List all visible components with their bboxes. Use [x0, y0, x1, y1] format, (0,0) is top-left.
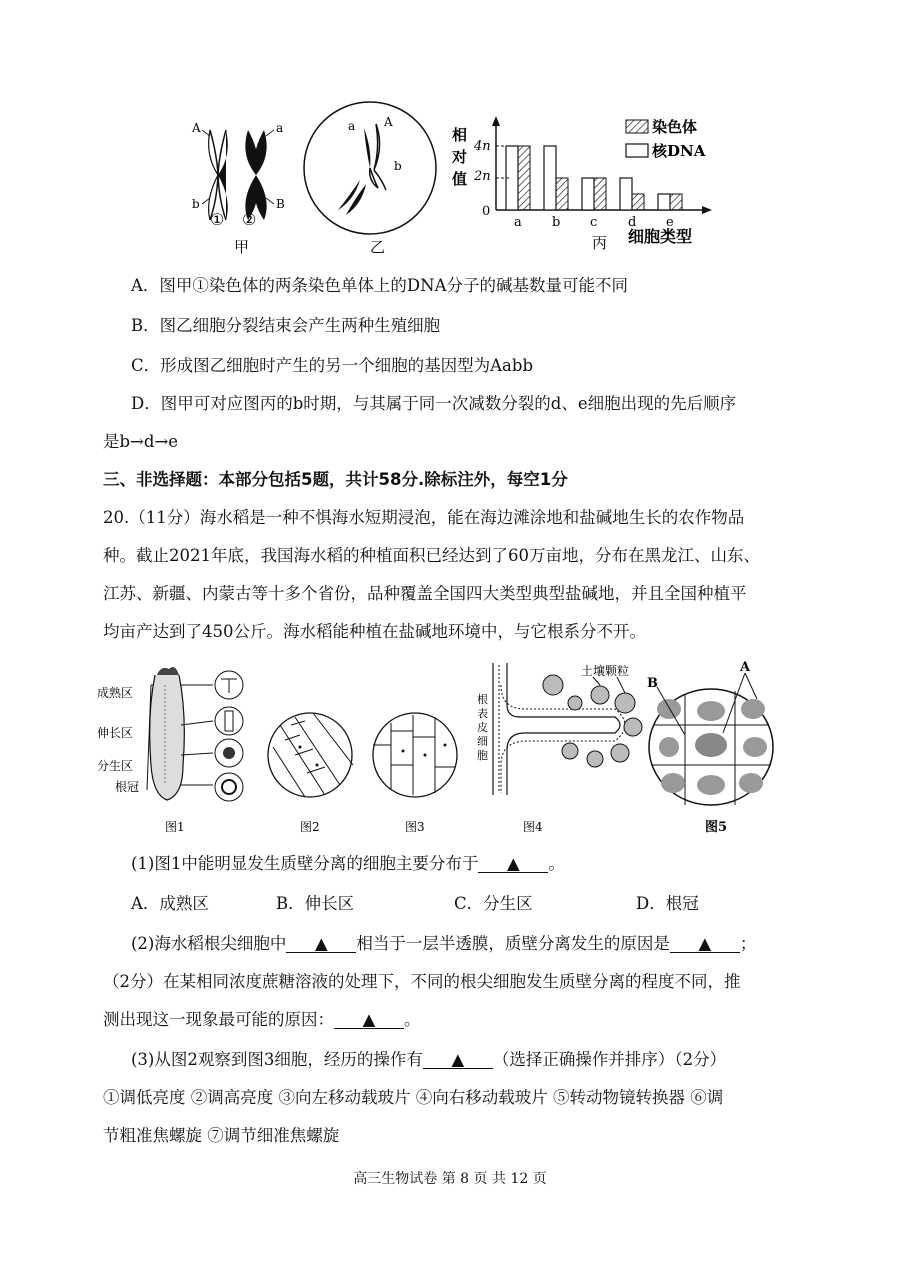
- bar-dna-d: [620, 178, 632, 210]
- svg-text:胞: 胞: [477, 749, 488, 762]
- svg-text:皮: 皮: [477, 721, 488, 734]
- svg-text:A: A: [384, 115, 393, 129]
- option-a: A．图甲①染色体的两条染色单体上的DNA分子的碱基数量可能不同: [131, 276, 628, 295]
- option-c: C．形成图乙细胞时产生的另一个细胞的基因型为Aabb: [131, 356, 534, 375]
- legend-dna: 核DNA: [652, 142, 706, 160]
- svg-text:相: 相: [452, 126, 468, 144]
- section-title: 三、非选择题：本部分包括5题，共计58分.除标注外，每空1分: [103, 470, 568, 489]
- bar-dna-b: [544, 146, 556, 210]
- q1-option-a: A．成熟区: [131, 894, 209, 913]
- x-tick-d: d: [628, 215, 637, 230]
- x-tick-a: a: [514, 215, 522, 230]
- figure-2-cells: [268, 713, 353, 834]
- root-figures: [95, 655, 795, 835]
- q1-option-c: C．分生区: [454, 894, 533, 913]
- gene-a-label: a: [276, 121, 284, 135]
- x-tick-e: e: [666, 215, 674, 230]
- q2-line-3: 测出现这一现象最可能的原因： ▲ 。: [103, 1010, 421, 1029]
- q1-option-d: D．根冠: [636, 894, 699, 913]
- svg-text:表: 表: [477, 707, 488, 720]
- figure-yi: [304, 102, 436, 256]
- figure-4-root-hair: [477, 663, 642, 834]
- figure-3-cells: [373, 713, 457, 834]
- q3-line-1: (3)从图2观察到图3细胞，经历的操作有 ▲ （选择正确操作并排序）（2分）: [131, 1050, 727, 1069]
- figure-jia-label: 甲: [234, 238, 250, 256]
- figure-bing-label: 丙: [592, 234, 608, 252]
- q1-option-b: B．伸长区: [276, 894, 355, 913]
- q20-text-2: 种。截止2021年底，我国海水稻的种植面积已经达到了60万亩地，分布在黑龙江、山东、: [103, 546, 760, 565]
- answer-blank[interactable]: ▲: [334, 1012, 404, 1029]
- x-axis-title: 细胞类型: [628, 227, 693, 246]
- x-tick-b: b: [552, 215, 561, 230]
- answer-blank[interactable]: ▲: [286, 936, 356, 953]
- figure-jia: [191, 121, 285, 256]
- svg-text:细: 细: [477, 735, 488, 748]
- svg-text:成熟区: 成熟区: [97, 686, 134, 700]
- gene-B-label: B: [276, 197, 285, 211]
- q1-stem: (1)图1中能明显发生质壁分离的细胞主要分布于 ▲ 。: [131, 854, 565, 873]
- svg-text:a: a: [348, 119, 356, 133]
- svg-text:对: 对: [452, 148, 468, 166]
- svg-text:分生区: 分生区: [97, 759, 134, 773]
- figure-2-label: 图2: [300, 820, 320, 834]
- figure-1-root-tip: [97, 667, 243, 834]
- bar-chromosome-e: [670, 194, 682, 210]
- label-A: A: [740, 660, 751, 675]
- figure-4-label: 图4: [523, 820, 543, 834]
- bar-chromosome-b: [556, 178, 568, 210]
- q3-line-2: ①调低亮度 ②调高亮度 ③向左移动载玻片 ④向右移动载玻片 ⑤转动物镜转换器 ⑥调: [103, 1088, 724, 1107]
- figure-3-label: 图3: [405, 820, 425, 834]
- figure-5-label: 图5: [705, 820, 728, 835]
- y-tick-2n: 2n: [474, 169, 491, 184]
- q20-text-3: 江苏、新疆、内蒙古等十多个省份，品种覆盖全国四大类型典型盐碱地，并且全国种植平: [103, 584, 747, 603]
- figure-5-cells: [647, 660, 773, 835]
- x-tick-c: c: [590, 215, 598, 230]
- top-figures: [180, 100, 740, 260]
- answer-blank[interactable]: ▲: [670, 936, 740, 953]
- svg-text:值: 值: [452, 170, 468, 188]
- svg-text:根: 根: [477, 693, 488, 706]
- option-b: B．图乙细胞分裂结束会产生两种生殖细胞: [131, 316, 441, 335]
- answer-blank[interactable]: ▲: [423, 1052, 493, 1069]
- page-footer: 高三生物试卷 第 8 页 共 12 页: [353, 1171, 547, 1187]
- figure-1-label: 图1: [165, 820, 185, 834]
- option-d: D．图甲可对应图丙的b时期，与其属于同一次减数分裂的d、e细胞出现的先后顺序: [131, 394, 737, 413]
- q2-line-1: (2)海水稻根尖细胞中 ▲ 相当于一层半透膜，质壁分离发生的原因是 ▲ ；: [131, 934, 757, 953]
- svg-text:根冠: 根冠: [115, 780, 140, 794]
- soil-particle-label: 土壤颗粒: [581, 664, 630, 678]
- option-d-cont: 是b→d→e: [103, 432, 179, 451]
- bar-dna-e: [658, 194, 670, 210]
- bar-dna-c: [582, 178, 594, 210]
- bar-chromosome-c: [594, 178, 606, 210]
- figure-bing-chart: [451, 116, 712, 252]
- svg-text:伸长区: 伸长区: [97, 726, 134, 740]
- label-B: B: [647, 676, 658, 691]
- y-tick-0: 0: [482, 204, 491, 219]
- q20-text-4: 均亩产达到了450公斤。海水稻能种植在盐碱地环境中，与它根系分不开。: [103, 622, 646, 641]
- svg-text:b: b: [394, 159, 402, 173]
- answer-blank[interactable]: ▲: [478, 856, 548, 873]
- q2-line-2: （2分）在某相同浓度蔗糖溶液的处理下，不同的根尖细胞发生质壁分离的程度不同，推: [103, 972, 741, 991]
- legend-chromosome: 染色体: [652, 118, 698, 136]
- figure-yi-label: 乙: [370, 238, 386, 256]
- gene-A-label: A: [192, 121, 201, 135]
- bar-chromosome-d: [632, 194, 644, 210]
- y-tick-4n: 4n: [474, 139, 491, 154]
- chrom-1-label: ①: [210, 210, 225, 229]
- q20-text-1: 20.（11分）海水稻是一种不惧海水短期浸泡，能在海边滩涂地和盐碱地生长的农作物品: [103, 508, 745, 527]
- q3-line-3: 节粗准焦螺旋 ⑦调节细准焦螺旋: [103, 1126, 340, 1145]
- chrom-2-label: ②: [242, 210, 257, 229]
- bar-chromosome-a: [518, 146, 530, 210]
- gene-b-label: b: [192, 197, 200, 211]
